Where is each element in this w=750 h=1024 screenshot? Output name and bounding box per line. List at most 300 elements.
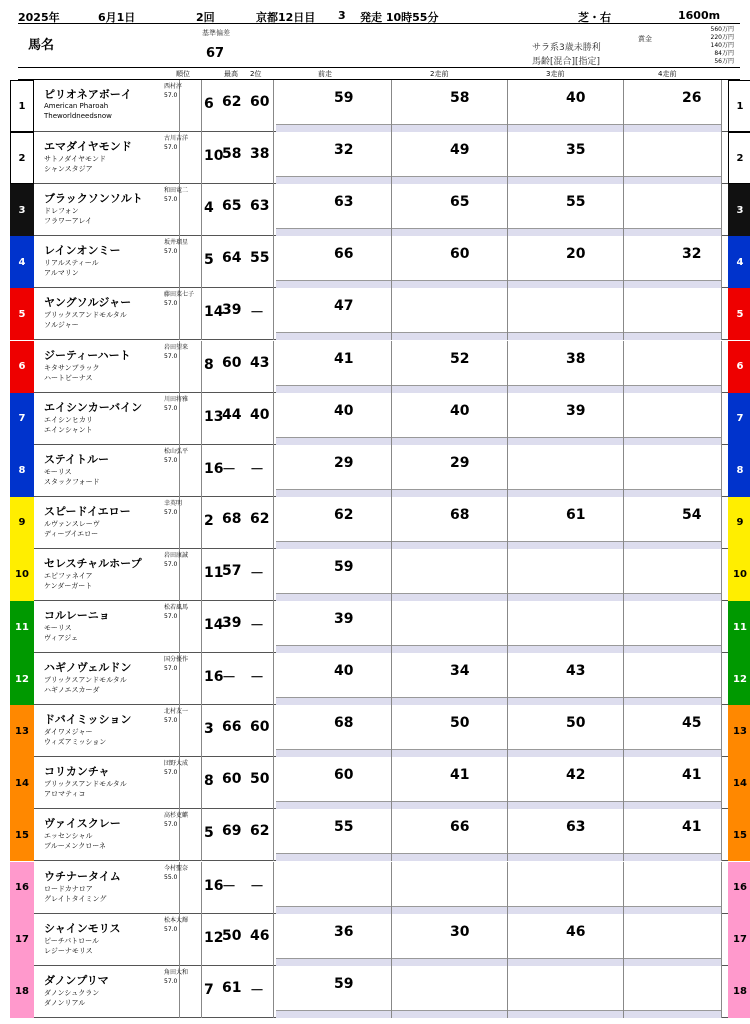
sire: ブリックスアンドモルタル	[44, 311, 127, 320]
post-number-right: 6	[728, 341, 750, 393]
past-race-3	[508, 184, 624, 236]
weight: 57.0	[164, 508, 178, 516]
past-score: 38	[566, 350, 586, 367]
best-score: 65	[222, 198, 242, 215]
weight: 57.0	[164, 665, 178, 673]
past-race-1	[276, 341, 392, 393]
post-number-right: 14	[728, 757, 750, 809]
jockey-weight	[162, 184, 202, 236]
past-race-2	[392, 393, 508, 445]
best-score: 60	[222, 771, 242, 788]
past-race-3	[508, 653, 624, 705]
sire: American Pharoah	[44, 102, 109, 110]
post-number-right: 5	[728, 288, 750, 340]
past-race-2	[392, 184, 508, 236]
horse-name: シャインモリス	[44, 921, 121, 935]
past-score: 32	[334, 142, 354, 159]
past-score: 59	[334, 90, 354, 106]
weight: 57.0	[164, 613, 178, 620]
post-number: 12	[10, 653, 34, 705]
post-number-right: 4	[728, 236, 750, 288]
best-score: 44	[222, 406, 242, 423]
jockey: 高杉吏麒	[164, 812, 189, 820]
post-number: 8	[10, 445, 34, 497]
past-race-2	[392, 705, 508, 757]
rank: 13	[204, 408, 224, 425]
past-score: 58	[450, 90, 470, 106]
past-race-4	[624, 497, 722, 549]
sire: ダノンシュクラン	[44, 988, 100, 997]
col-prev4: 4走前	[658, 70, 677, 78]
sire: ルヴァンスレーヴ	[44, 519, 100, 528]
horse-row	[15, 653, 747, 705]
past-race-3	[508, 393, 624, 445]
jockey: 国分優作	[164, 656, 189, 664]
col-order: 順位	[176, 70, 190, 78]
rank: 16	[204, 460, 224, 477]
horse-name: コリカンチャ	[44, 765, 110, 779]
horse-row	[15, 809, 747, 861]
jockey-weight	[162, 497, 202, 549]
horse-name: ブラックソンソルト	[44, 192, 143, 206]
past-score: 39	[334, 611, 354, 627]
post-number-right: 7	[728, 393, 750, 445]
weight: 57.0	[164, 196, 178, 204]
jockey-weight	[162, 862, 202, 914]
best-score: 60	[222, 354, 242, 371]
best-score: 58	[222, 146, 242, 163]
past-score: 63	[334, 194, 354, 211]
post-number: 6	[10, 341, 34, 393]
sire: モーリス	[44, 467, 72, 476]
past-race-2	[392, 549, 508, 601]
col-prev2: 2走前	[430, 70, 449, 78]
prize-3: 140万円	[710, 42, 734, 49]
prize-4: 84万円	[714, 50, 734, 57]
past-race-1	[276, 601, 392, 653]
weight: 57.0	[164, 977, 178, 985]
race-card	[15, 8, 747, 1018]
jockey-weight	[162, 705, 202, 757]
past-score: 55	[566, 194, 586, 211]
second-score: 62	[250, 823, 270, 840]
past-race-1	[276, 80, 392, 132]
jockey: 幸英明	[164, 499, 183, 507]
jockey-weight	[162, 236, 202, 288]
rank: 11	[204, 564, 224, 581]
rank: 5	[204, 825, 214, 842]
second-score: 62	[250, 510, 270, 527]
post-number-right: 13	[728, 705, 750, 757]
horse-row	[18, 393, 744, 445]
second-score: －	[250, 878, 264, 895]
second-score: 63	[250, 198, 270, 215]
jockey: 松山弘平	[164, 447, 189, 455]
weight: 57.0	[164, 560, 178, 568]
past-race-2	[392, 341, 508, 393]
second-score: 46	[250, 927, 270, 944]
past-score: 32	[682, 246, 702, 263]
past-race-2	[392, 601, 508, 653]
score-box	[220, 132, 274, 184]
weight: 55.0	[164, 873, 178, 881]
rank: 8	[204, 356, 214, 373]
score-box	[220, 966, 274, 1018]
horse-name: ステイトルー	[44, 452, 110, 466]
horse-row	[15, 862, 747, 914]
past-score: 59	[334, 558, 354, 575]
horse-info	[42, 653, 180, 705]
dam: ウィズアミッション	[44, 738, 107, 747]
past-score: 40	[450, 402, 470, 419]
score-box	[220, 445, 274, 497]
col-prev3: 3走前	[546, 70, 565, 78]
past-race-3	[508, 236, 624, 288]
past-score: 41	[682, 767, 702, 784]
post-number: 10	[10, 549, 34, 601]
jockey: 北村友一	[164, 708, 189, 716]
post-number: 9	[10, 497, 34, 549]
dam: スタックフォード	[44, 477, 100, 486]
jockey: 古川吉洋	[164, 135, 189, 143]
past-race-1	[276, 132, 392, 184]
past-score: 47	[334, 298, 354, 315]
past-race-2	[392, 132, 508, 184]
base-label: 基準偏差	[202, 29, 230, 37]
post-number: 3	[10, 184, 34, 236]
score-box	[220, 80, 274, 132]
dam: フラワーアレイ	[44, 217, 93, 226]
past-score: 20	[566, 246, 586, 263]
post-number-right: 16	[728, 862, 750, 914]
horse-name: ウチナータイム	[44, 869, 121, 883]
dam: ハートビーナス	[44, 373, 93, 382]
past-race-2	[392, 757, 508, 809]
past-race-3	[508, 757, 624, 809]
horse-info	[42, 705, 180, 757]
past-score: 63	[566, 819, 586, 836]
jockey-weight	[162, 549, 202, 601]
post-number: 14	[10, 757, 34, 809]
past-race-1	[276, 184, 392, 236]
rank: 2	[204, 512, 214, 529]
dam: ハギノエスカーダ	[44, 686, 100, 695]
post-number-right: 3	[728, 184, 750, 236]
horse-row	[18, 445, 744, 497]
post-number: 5	[10, 288, 34, 340]
past-score: 49	[450, 142, 470, 159]
horse-info	[42, 862, 180, 914]
sire: エイシンヒカリ	[44, 415, 93, 424]
past-race-2	[392, 497, 508, 549]
rank: 14	[204, 617, 224, 633]
post-number: 17	[10, 914, 34, 966]
prize-1: 560万円	[710, 26, 734, 33]
score-box	[220, 184, 274, 236]
past-score: 42	[566, 767, 586, 784]
sire: ドレフォン	[44, 207, 79, 216]
past-race-1	[276, 966, 392, 1018]
past-race-3	[508, 445, 624, 497]
past-race-1	[276, 705, 392, 757]
post-number-right: 1	[728, 80, 750, 132]
dam: ブルーメンクローネ	[44, 842, 106, 851]
past-score: 36	[334, 923, 354, 940]
second-score: －	[250, 565, 264, 582]
weight: 57.0	[164, 144, 178, 152]
past-race-4	[624, 705, 722, 757]
past-score: 26	[682, 90, 702, 106]
past-race-4	[624, 393, 722, 445]
col-second: 2位	[250, 70, 262, 78]
past-race-3	[508, 601, 624, 653]
horse-info	[42, 393, 180, 445]
past-score: 66	[334, 246, 354, 263]
past-score: 41	[334, 350, 354, 367]
race-header	[18, 8, 740, 24]
score-box	[220, 393, 274, 445]
second-score: 38	[250, 146, 270, 163]
jockey: 川田将雅	[164, 395, 189, 403]
best-score: 39	[222, 302, 242, 319]
score-box	[220, 341, 274, 393]
past-race-2	[392, 809, 508, 861]
past-race-4	[624, 132, 722, 184]
past-race-2	[392, 288, 508, 340]
post-number: 18	[10, 966, 34, 1018]
past-race-3	[508, 966, 624, 1018]
past-race-4	[624, 445, 722, 497]
horse-name: スピードイエロー	[44, 504, 131, 518]
past-race-3	[508, 341, 624, 393]
past-race-1	[276, 445, 392, 497]
weight: 57.0	[164, 925, 178, 933]
dam: ダノンリアル	[44, 998, 86, 1007]
best-score: 61	[222, 979, 242, 996]
distance: 1600m	[678, 9, 721, 22]
weight: 57.0	[164, 248, 178, 256]
best-score: 62	[222, 94, 242, 110]
past-score: 62	[334, 506, 354, 523]
best-score: 39	[222, 615, 242, 631]
jockey-weight	[162, 80, 202, 132]
horse-info	[42, 341, 180, 393]
past-score: 40	[334, 663, 354, 680]
second-score: 55	[250, 250, 270, 267]
score-box	[220, 809, 274, 861]
kai: 2回	[196, 11, 215, 24]
weight: 57.0	[164, 352, 178, 360]
best-score: －	[222, 670, 236, 687]
jockey: 今村聖奈	[164, 864, 189, 872]
best-score: －	[222, 461, 236, 478]
past-race-4	[624, 236, 722, 288]
post-number-right: 18	[728, 966, 750, 1018]
past-race-1	[276, 288, 392, 340]
past-race-4	[624, 288, 722, 340]
jockey: 和田竜二	[164, 187, 189, 195]
post-number: 16	[10, 862, 34, 914]
second-score: 60	[250, 719, 270, 736]
best-score: 66	[222, 719, 242, 736]
sire: ロードカナロア	[44, 884, 93, 893]
jockey-weight	[162, 445, 202, 497]
dam: ヴィアジェ	[44, 634, 79, 642]
sire: ブリックスアンドモルタル	[44, 780, 127, 789]
past-score: 60	[334, 767, 354, 784]
past-race-3	[508, 914, 624, 966]
post-number: 2	[10, 132, 34, 184]
jockey: 坂井瑠星	[164, 239, 189, 247]
second-score: －	[250, 618, 264, 634]
past-score: 39	[566, 402, 586, 419]
best-score: 57	[222, 562, 242, 579]
rank: 8	[204, 773, 214, 790]
past-race-4	[624, 809, 722, 861]
past-score: 50	[566, 715, 586, 732]
year: 2025年	[18, 11, 60, 24]
jockey: 松本大輝	[164, 916, 189, 924]
past-score: 50	[450, 715, 470, 732]
prize-2: 220万円	[710, 34, 734, 41]
horse-row	[15, 757, 747, 809]
second-score: －	[250, 670, 264, 687]
past-race-4	[624, 966, 722, 1018]
past-race-1	[276, 862, 392, 914]
horse-row	[15, 549, 747, 601]
second-score: 50	[250, 771, 270, 788]
past-race-4	[624, 914, 722, 966]
horse-name: レインオンミー	[44, 244, 121, 258]
past-score: 66	[450, 819, 470, 836]
horse-row	[15, 601, 747, 653]
past-score: 29	[334, 454, 354, 471]
weight: 57.0	[164, 92, 178, 99]
horse-info	[42, 236, 180, 288]
race-name: サラ系3歳未勝利	[532, 43, 601, 53]
jockey-weight	[162, 601, 202, 653]
race-info	[18, 24, 740, 68]
rank: 7	[204, 981, 214, 998]
jockey: 松若風馬	[164, 604, 189, 611]
past-race-1	[276, 393, 392, 445]
past-score: 46	[566, 923, 586, 940]
dam: アロマティコ	[44, 790, 86, 799]
jockey-weight	[162, 809, 202, 861]
past-race-3	[508, 862, 624, 914]
past-race-1	[276, 236, 392, 288]
second-score: 40	[250, 406, 270, 423]
past-score: 54	[682, 506, 702, 523]
past-race-2	[392, 236, 508, 288]
past-race-1	[276, 497, 392, 549]
score-box	[220, 549, 274, 601]
horse-name: ジーティーハート	[44, 348, 131, 362]
date: 6月1日	[98, 11, 136, 24]
best-score: 50	[222, 927, 242, 944]
jockey: 西村淳	[164, 83, 183, 90]
rank: 12	[204, 929, 224, 946]
weight: 57.0	[164, 769, 178, 777]
dam: エインシャント	[44, 425, 93, 434]
past-score: 29	[450, 454, 470, 471]
past-race-4	[624, 549, 722, 601]
horse-info	[42, 549, 180, 601]
prize-label: 賞金	[638, 35, 652, 43]
past-score: 43	[566, 663, 586, 680]
weight: 57.0	[164, 821, 178, 829]
jockey-weight	[162, 341, 202, 393]
past-race-3	[508, 288, 624, 340]
second-score: －	[250, 461, 264, 478]
past-race-1	[276, 914, 392, 966]
dam: シャンスタジア	[44, 165, 93, 174]
jockey-weight	[162, 393, 202, 445]
rank: 6	[204, 96, 214, 112]
post-number-right: 10	[728, 549, 750, 601]
dam: ディーブイエロー	[44, 529, 99, 538]
horse-info	[42, 288, 180, 340]
post-number: 7	[10, 393, 34, 445]
horse-info	[42, 80, 180, 132]
col-prev1: 前走	[318, 70, 332, 78]
past-score: 61	[566, 506, 586, 523]
past-race-3	[508, 809, 624, 861]
post-number-right: 12	[728, 653, 750, 705]
past-score: 41	[682, 819, 702, 836]
weight: 57.0	[164, 456, 178, 464]
past-race-1	[276, 549, 392, 601]
past-race-2	[392, 966, 508, 1018]
past-score: 30	[450, 923, 470, 940]
horse-row	[18, 288, 744, 340]
weight: 57.0	[164, 404, 178, 412]
rank: 4	[204, 200, 214, 217]
post-number: 1	[10, 80, 34, 132]
sire: エピファネイア	[44, 571, 93, 580]
past-race-3	[508, 80, 624, 132]
past-score: 65	[450, 194, 470, 211]
weight: 57.0	[164, 717, 178, 725]
jockey: 藤田菜七子	[164, 291, 195, 299]
post-number: 11	[10, 601, 34, 653]
prize-list	[654, 26, 734, 66]
past-race-1	[276, 757, 392, 809]
score-box	[220, 601, 274, 653]
past-race-4	[624, 862, 722, 914]
jockey-weight	[162, 966, 202, 1018]
jockey-weight	[162, 914, 202, 966]
past-score: 45	[682, 715, 702, 732]
past-score: 40	[566, 90, 586, 106]
horse-name: エマダイヤモンド	[44, 140, 132, 154]
post-number-right: 15	[728, 809, 750, 861]
past-score: 68	[334, 715, 354, 732]
jockey-weight	[162, 132, 202, 184]
jockey: 岩田康誠	[164, 551, 189, 559]
horse-name: エイシンカーバイン	[44, 400, 143, 414]
dam: ケンダーガート	[44, 581, 93, 590]
post-number-right: 17	[728, 914, 750, 966]
race-condition: 馬齢[混合][指定]	[532, 57, 601, 67]
horse-name: ドバイミッション	[44, 713, 132, 727]
jockey-weight	[162, 757, 202, 809]
base-value: 67	[206, 46, 225, 61]
weight: 57.0	[164, 300, 178, 308]
past-score: 59	[334, 975, 354, 992]
best-score: －	[222, 878, 236, 895]
past-race-2	[392, 653, 508, 705]
